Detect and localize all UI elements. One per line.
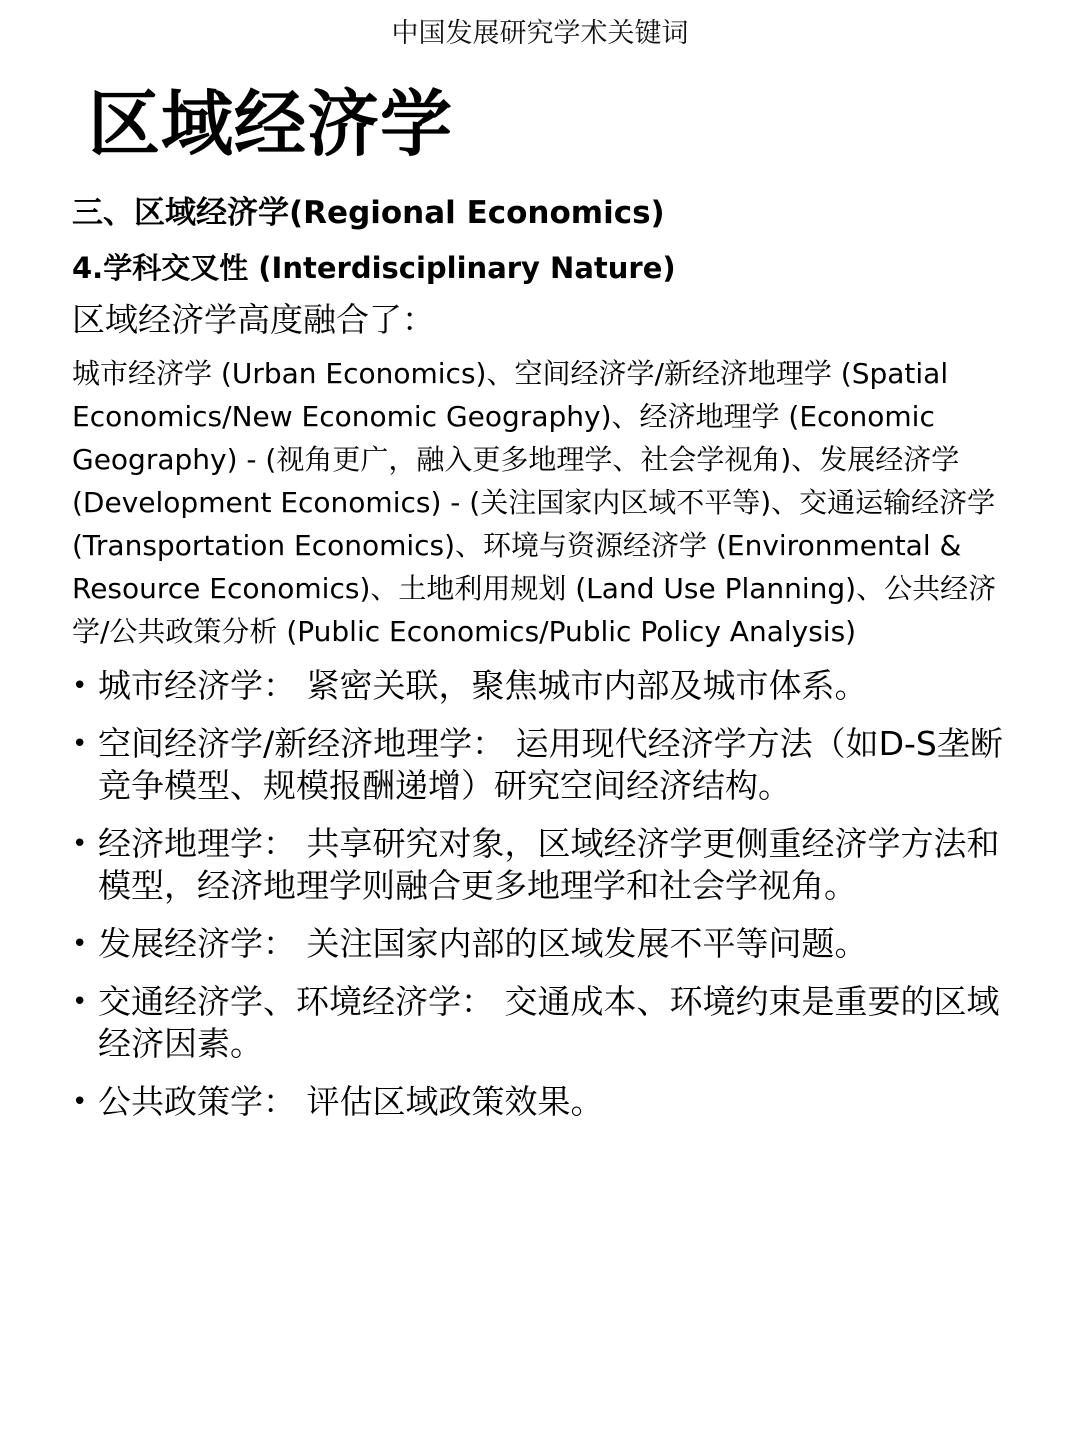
sub-heading: 4.学科交叉性 (Interdisciplinary Nature)	[72, 251, 676, 285]
list-item-text: 城市经济学： 紧密关联，聚焦城市内部及城市体系。	[98, 666, 868, 705]
section-heading: 三、区域经济学(Regional Economics)	[72, 195, 665, 231]
list-item	[72, 723, 1022, 807]
bullet-icon: •	[72, 829, 88, 859]
page-title: 区域经济学	[88, 82, 454, 166]
bullet-icon: •	[72, 671, 88, 701]
list-item	[72, 823, 1022, 907]
bullet-icon: •	[72, 729, 88, 759]
list-item-text: 公共政策学： 评估区域政策效果。	[98, 1082, 604, 1121]
list-item	[72, 981, 1022, 1065]
bullet-icon: •	[72, 929, 88, 959]
list-item-text: 空间经济学/新经济地理学： 运用现代经济学方法（如D-S垄断竞争模型、规模报酬递增）研究空间经济结构。	[98, 724, 1003, 805]
bullet-list	[72, 665, 1022, 1123]
intro-text: 区域经济学高度融合了：	[72, 300, 435, 339]
bullet-icon: •	[72, 1087, 88, 1117]
list-item	[72, 923, 1022, 965]
list-item-text: 经济地理学： 共享研究对象，区域经济学更侧重经济学方法和模型，经济地理学则融合更多地理学和社会学视角。	[98, 824, 1000, 905]
list-item-text: 交通经济学、环境经济学： 交通成本、环境约束是重要的区域经济因素。	[98, 982, 1000, 1063]
bullet-icon: •	[72, 987, 88, 1017]
content-body	[72, 190, 1022, 1139]
list-item	[72, 1081, 1022, 1123]
page-header: 中国发展研究学术关键词	[391, 18, 689, 49]
disciplines-paragraph: 城市经济学 (Urban Economics)、空间经济学/新经济地理学 (Spatial Economics/New Economic Geography)、经济地理学 (Economic Geography) - (视角更广，融入更多地理学、社会学视角)、发展经济学 (Development Economics) - (关注国家内区域不平等)、交通运输经济学 (Transportation Economics)、环境与资源经济学 (Environmental & Resource Economics)、土地利用规划 (Land Use Planning)、公共经济学/公共政策分析 (Public Economics/Public Policy Analysis)	[72, 357, 997, 648]
list-item-text: 发展经济学： 关注国家内部的区域发展不平等问题。	[98, 924, 868, 963]
list-item	[72, 665, 1022, 707]
